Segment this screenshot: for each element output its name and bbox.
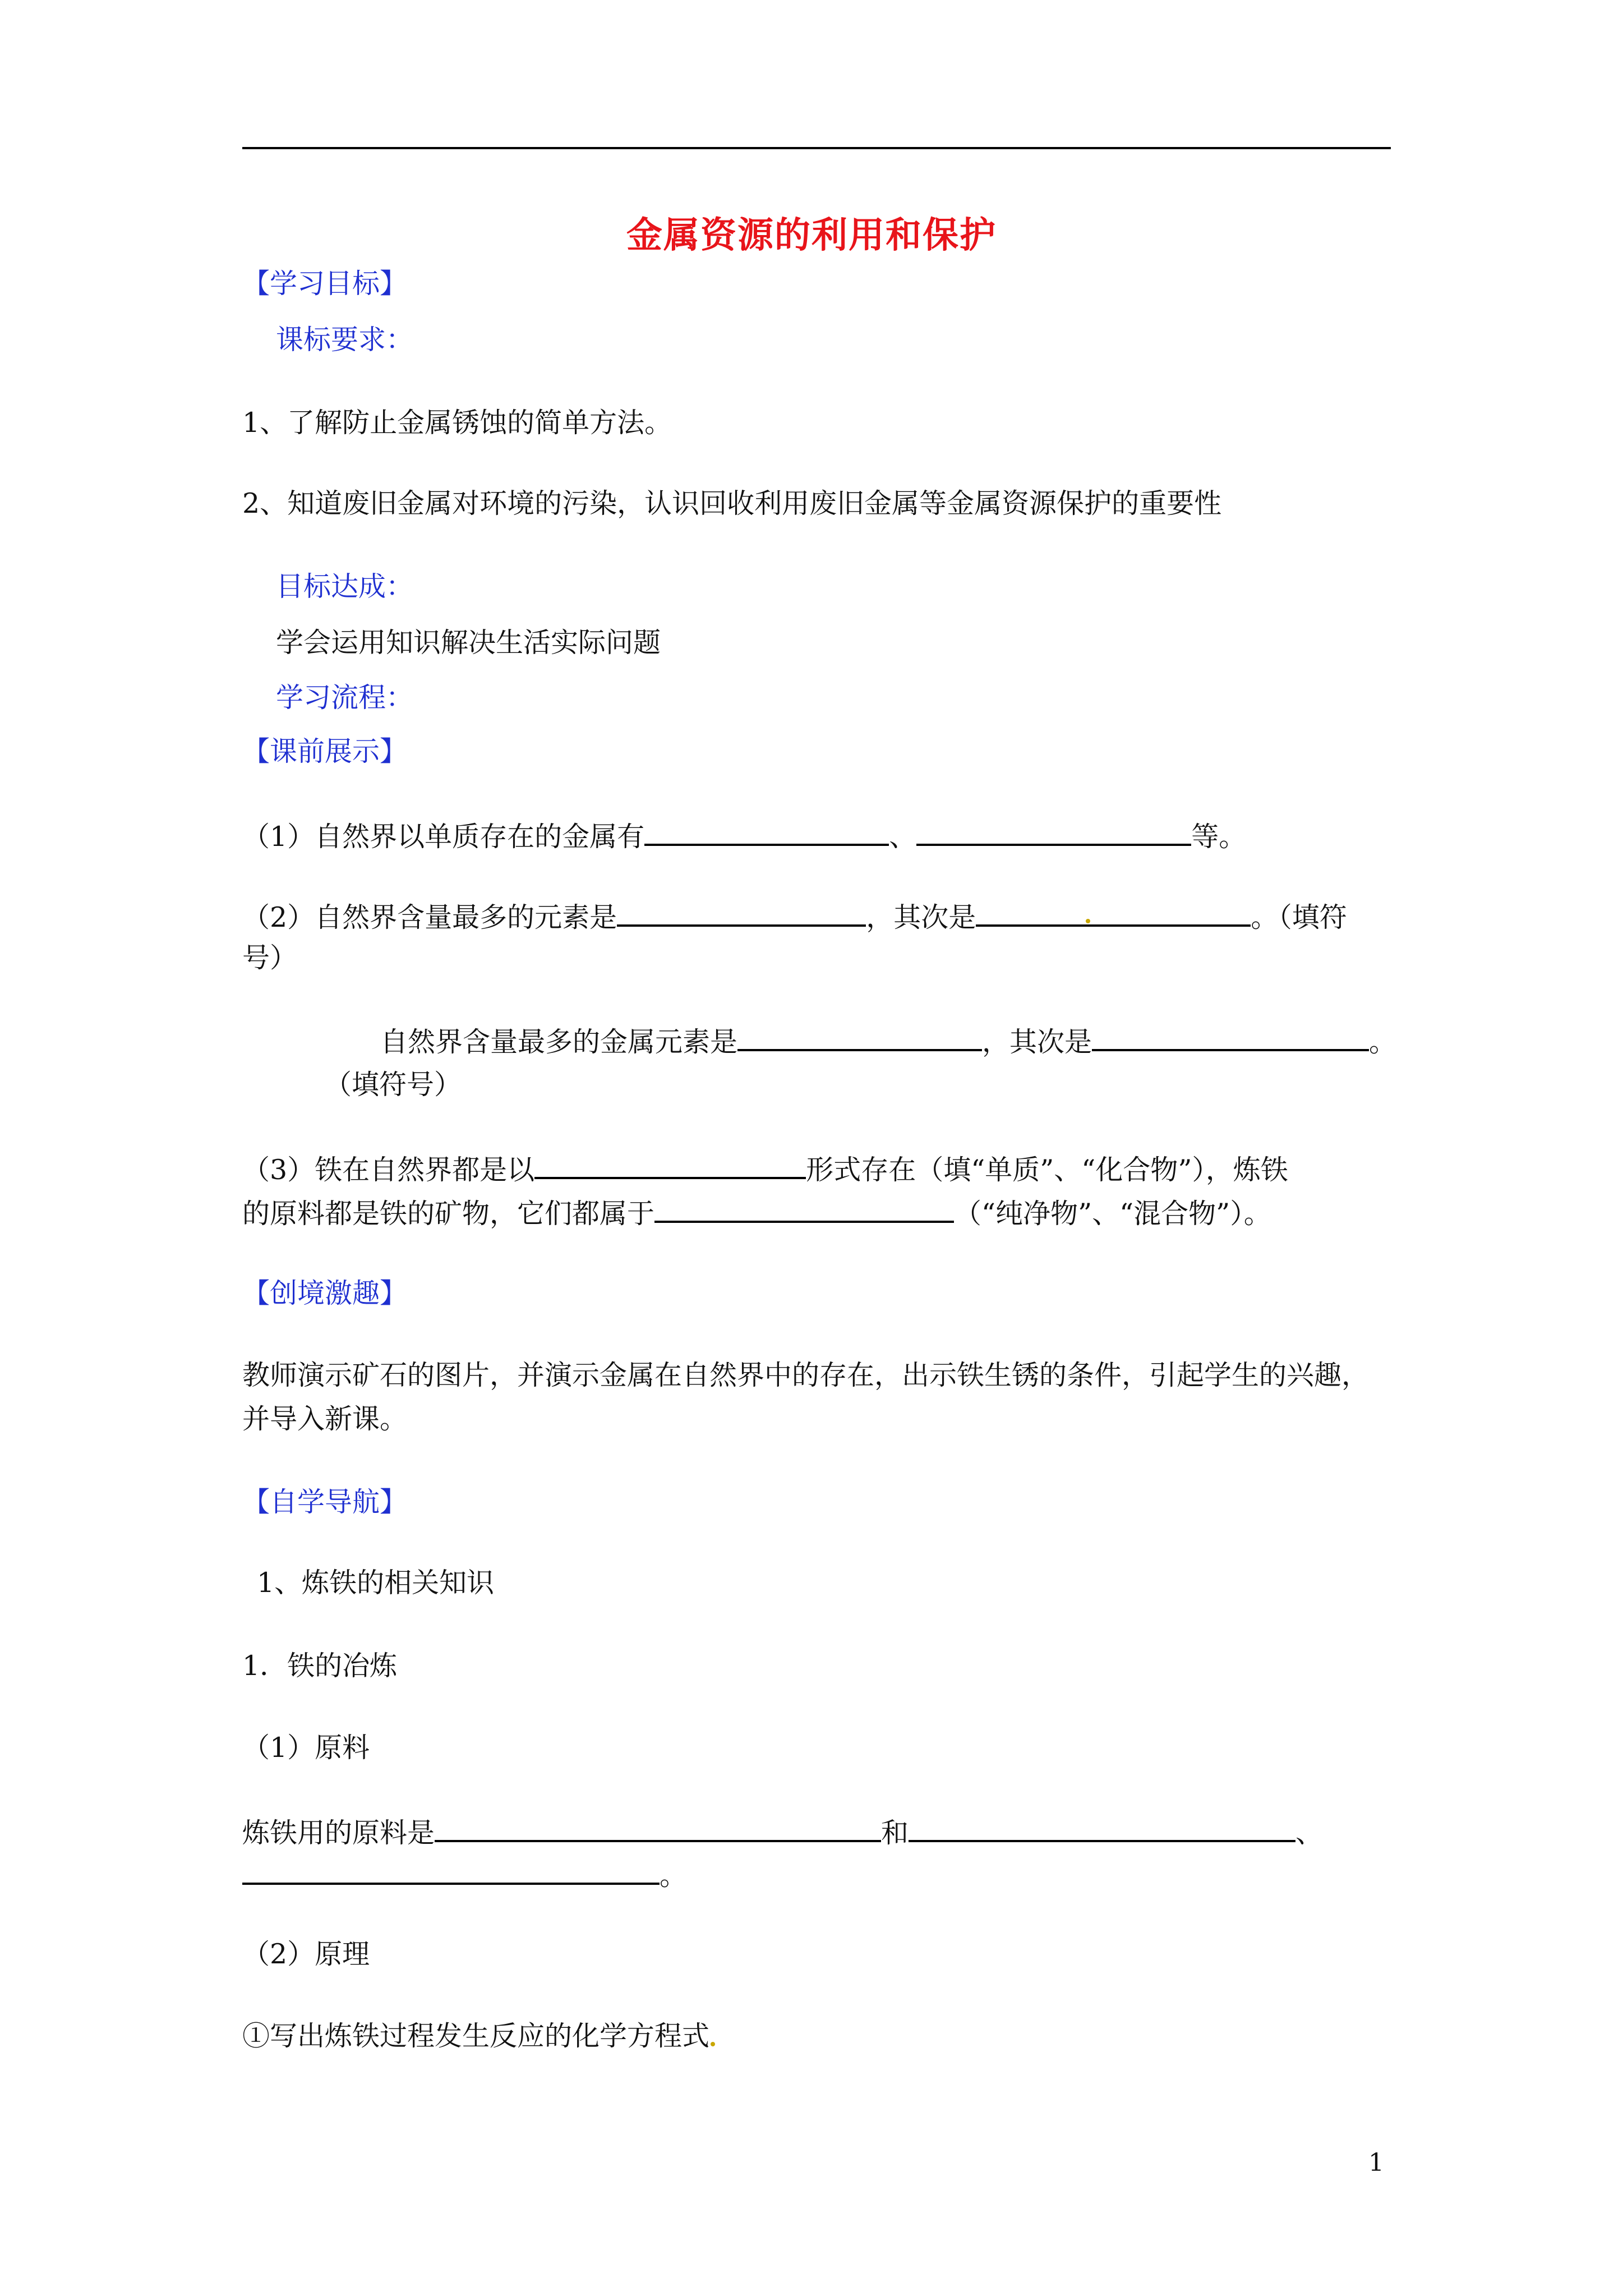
question-2: [242, 898, 1347, 935]
question-1-end: 等。: [1191, 821, 1247, 853]
question-2b-text: 自然界含量最多的金属元素是: [380, 1026, 738, 1058]
raw-material-and: 和: [881, 1817, 909, 1849]
raw-material-sep: 、: [1295, 1817, 1324, 1849]
yellow-dot-mark: [709, 2040, 715, 2045]
answer-blank[interactable]: [644, 817, 889, 846]
answer-blank[interactable]: [737, 1022, 982, 1051]
target-label: 目标达成：: [276, 570, 414, 602]
question-1-text: （1）自然界以单质存在的金属有: [242, 821, 645, 853]
question-3-text-2: 的原料都是铁的矿物，它们都属于: [242, 1198, 655, 1230]
answer-blank[interactable]: [1092, 1022, 1369, 1051]
principle-heading: （2）原理: [242, 1938, 370, 1970]
answer-blank[interactable]: [435, 1813, 881, 1842]
header-rule: [242, 147, 1391, 149]
question-2b-wrap: （填符号）: [324, 1069, 462, 1101]
answer-blank[interactable]: [916, 817, 1191, 846]
separator: 、: [889, 821, 917, 853]
curriculum-requirement-label: 课标要求：: [276, 324, 414, 356]
question-3-line-1: [242, 1150, 1288, 1187]
section-learning-goals: 【学习目标】: [242, 268, 408, 300]
section-scenario: 【创境激趣】: [242, 1277, 408, 1309]
answer-blank[interactable]: [654, 1194, 954, 1223]
question-2b-mid: ，其次是: [982, 1026, 1092, 1058]
page-number: 1: [1368, 2148, 1384, 2177]
yellow-dot-mark: [1086, 919, 1090, 923]
raw-material-end: 。: [660, 1860, 688, 1892]
question-1: [242, 817, 1246, 854]
process-label: 学习流程：: [276, 682, 414, 714]
section-self-study: 【自学导航】: [242, 1486, 408, 1518]
question-3-text: （3）铁在自然界都是以: [242, 1154, 535, 1186]
section-pre-class: 【课前展示】: [242, 735, 408, 767]
question-3-mid: 形式存在（填“单质”、“化合物”），炼铁: [806, 1154, 1288, 1186]
answer-blank[interactable]: [242, 1856, 660, 1885]
question-3-line-2: [242, 1194, 1271, 1231]
equation-text: ①写出炼铁过程发生反应的化学方程式: [242, 2020, 710, 2052]
target-text: 学会运用知识解决生活实际问题: [276, 627, 661, 659]
equation-prompt: [242, 2019, 715, 2053]
raw-material-heading: （1）原料: [242, 1732, 370, 1764]
raw-material-line: [242, 1813, 1323, 1850]
question-2b-end: 。: [1369, 1026, 1397, 1058]
requirement-2: 2、知道废旧金属对环境的污染，认识回收利用废旧金属等金属资源保护的重要性: [242, 487, 1222, 519]
answer-blank[interactable]: [617, 898, 866, 927]
question-2-text: （2）自然界含量最多的元素是: [242, 901, 617, 933]
raw-material-line-2: [242, 1856, 687, 1893]
answer-blank[interactable]: [976, 898, 1251, 927]
question-2-end: 。（填符: [1251, 901, 1347, 933]
answer-blank[interactable]: [909, 1813, 1295, 1842]
scenario-line-2: 并导入新课。: [242, 1403, 408, 1435]
raw-material-text: 炼铁用的原料是: [242, 1817, 435, 1849]
scenario-line-1: 教师演示矿石的图片，并演示金属在自然界中的存在，出示铁生锈的条件，引起学生的兴趣，: [242, 1359, 1370, 1391]
answer-blank[interactable]: [534, 1150, 806, 1179]
nav-item-iron-smelting: 1．铁的冶炼: [242, 1650, 398, 1682]
question-3-end: （“纯净物”、“混合物”）。: [954, 1198, 1271, 1230]
question-2-wrap: 号）: [242, 942, 298, 974]
question-2-mid: ，其次是: [866, 901, 976, 933]
nav-item-1: 1、炼铁的相关知识: [257, 1567, 495, 1599]
page-title: 金属资源的利用和保护: [626, 215, 997, 256]
requirement-1: 1、了解防止金属锈蚀的简单方法。: [242, 407, 672, 439]
question-2b: [380, 1022, 1396, 1059]
